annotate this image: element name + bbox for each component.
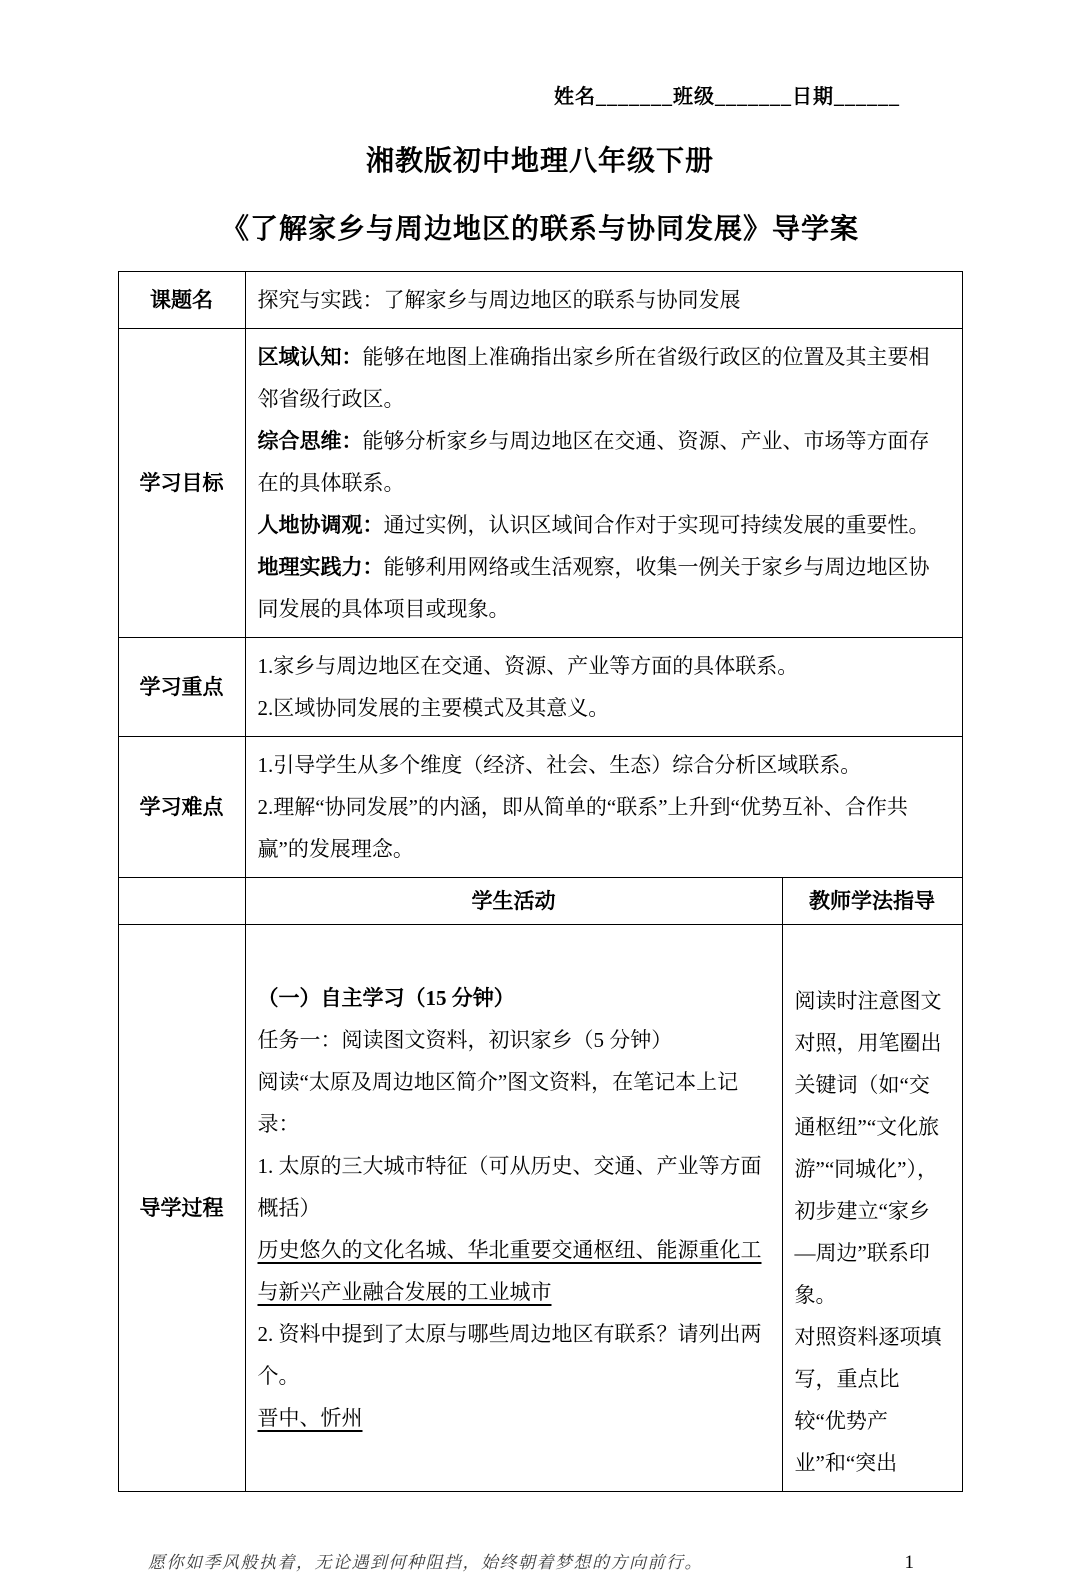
goal-term: 综合思维： [257, 429, 363, 453]
process-row [118, 925, 962, 1492]
goal-term: 地理实践力： [257, 555, 384, 579]
student-activity-content [245, 925, 782, 1492]
goal-item [258, 504, 950, 546]
teacher-guidance-paragraph: 对照资料逐项填写，重点比较“优势产业”和“突出 [794, 1325, 942, 1475]
key-point-item: 1.家乡与周边地区在交通、资源、产业等方面的具体联系。 [257, 654, 799, 678]
self-study-heading: （一）自主学习（15 分钟） [257, 986, 515, 1010]
question-1: 1. 太原的三大城市特征（可从历史、交通、产业等方面概括） [257, 1154, 762, 1220]
question-2: 2. 资料中提到了太原与哪些周边地区有联系？请列出两个。 [257, 1322, 762, 1388]
page-footer [118, 1548, 962, 1574]
process-label: 导学过程 [118, 925, 245, 1492]
goal-text: 通过实例，认识区域间合作对于实现可持续发展的重要性。 [383, 513, 930, 537]
teacher-guidance-content [782, 925, 962, 1492]
footer-motto: 愿你如季风般执着，无论遇到何种阻挡，始终朝着梦想的方向前行。 [148, 1553, 703, 1572]
activity-header-empty [118, 878, 245, 925]
goals-label: 学习目标 [118, 329, 245, 638]
goal-term: 人地协调观： [257, 513, 384, 537]
page-number: 1 [904, 1552, 914, 1573]
difficulties-label: 学习难点 [118, 737, 245, 878]
difficulties-row [118, 737, 962, 878]
goal-item [258, 546, 950, 630]
answer-2: 晋中、忻州 [257, 1406, 363, 1430]
document-title: 湘教版初中地理八年级下册 [365, 146, 714, 177]
activity-header-row [118, 878, 962, 925]
difficulty-item: 2.理解“协同发展”的内涵，即从简单的“联系”上升到“优势互补、合作共赢”的发展理念。 [257, 795, 908, 861]
teacher-guidance-header: 教师学法指导 [782, 878, 962, 925]
key-points-content [245, 638, 962, 737]
goal-item [258, 420, 950, 504]
goal-text: 能够利用网络或生活观察，收集一例关于家乡与周边地区协同发展的具体项目或现象。 [257, 555, 930, 621]
topic-content: 探究与实践：了解家乡与周边地区的联系与协同发展 [245, 272, 962, 329]
document-subtitle: 《了解家乡与周边地区的联系与协同发展》导学案 [220, 214, 859, 245]
reading-instruction: 阅读“太原及周边地区简介”图文资料，在笔记本上记录： [257, 1070, 739, 1136]
answer-1: 历史悠久的文化名城、华北重要交通枢纽、能源重化工与新兴产业融合发展的工业城市 [257, 1238, 762, 1304]
difficulty-item: 1.引导学生从多个维度（经济、社会、生态）综合分析区域联系。 [257, 753, 862, 777]
study-guide-table [118, 271, 963, 1492]
goals-row [118, 329, 962, 638]
goal-text: 能够在地图上准确指出家乡所在省级行政区的位置及其主要相邻省级行政区。 [257, 345, 930, 411]
teacher-guidance-paragraph: 阅读时注意图文对照，用笔圈出关键词（如“交通枢纽”“文化旅游”“同城化”），初步建立“家乡—周边”联系印象。 [794, 989, 942, 1307]
task1-line: 任务一：阅读图文资料，初识家乡（5 分钟） [257, 1028, 673, 1052]
topic-label: 课题名 [118, 272, 245, 329]
goal-item [258, 336, 950, 420]
goal-term: 区域认知： [257, 345, 363, 369]
goals-content [245, 329, 962, 638]
difficulties-content [245, 737, 962, 878]
student-activity-header: 学生活动 [245, 878, 782, 925]
topic-row [118, 272, 962, 329]
goal-text: 能够分析家乡与周边地区在交通、资源、产业、市场等方面存在的具体联系。 [257, 429, 930, 495]
key-points-row [118, 638, 962, 737]
key-points-label: 学习重点 [118, 638, 245, 737]
key-point-item: 2.区域协同发展的主要模式及其意义。 [257, 696, 610, 720]
name-class-date-line: 姓名_______班级_______日期______ [554, 86, 900, 108]
